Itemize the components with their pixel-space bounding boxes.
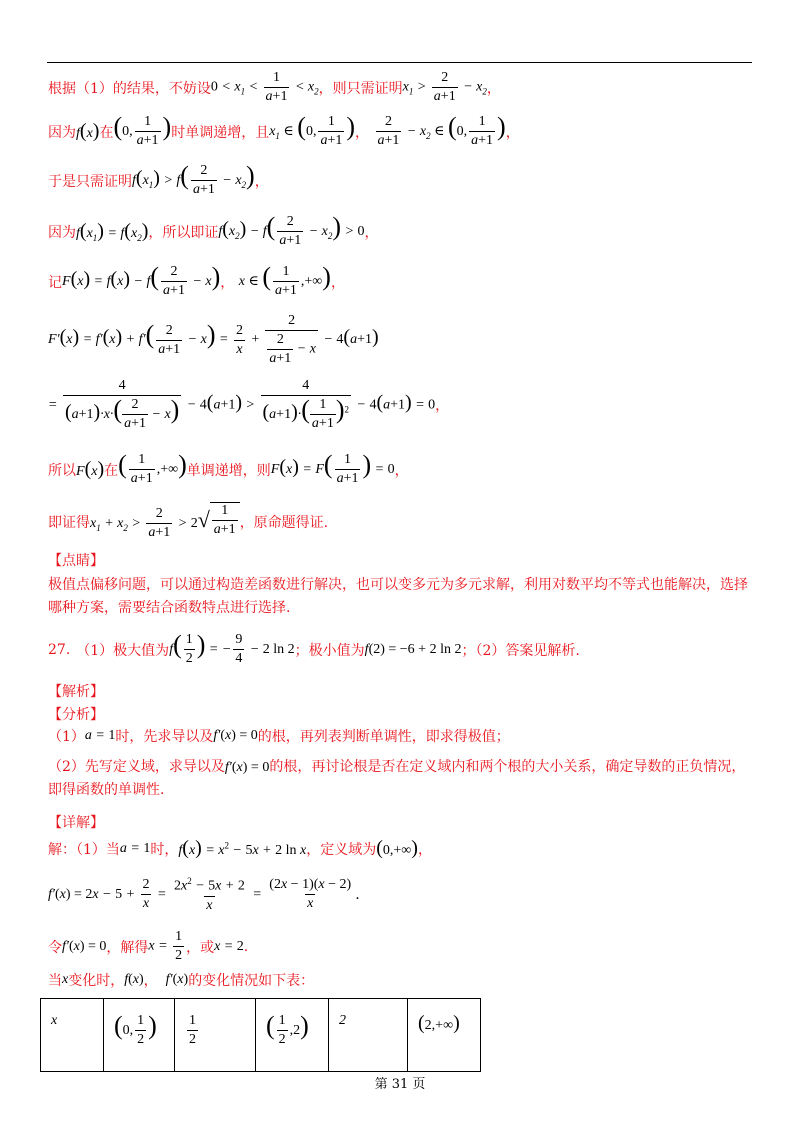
page-number: 第 31 页 (374, 1077, 426, 1092)
xiangjie-step-2: f′(x) = 2x − 5 + $\frac{2}{x}$ = $\frac{2x^2 - 5x + 2}{x}$ = $\frac{(2x - 1)(x - 2)}{x}$ . (48, 876, 360, 913)
dianjing-text: 极值点偏移问题，可以通过构造差函数进行解决，也可以变多元为多元求解，利用对数平均不等式也能解决，选择哪种方案，需要结合函数特点进行选择. (48, 577, 748, 616)
xiangjie-heading: 【详解】 (48, 815, 104, 831)
table-cell: (0, $\frac{1}{2}$ ) (104, 999, 175, 1072)
proof-line-9: 即证得 $x_1 + x_2$ > $\frac{2}{a+1}$ > 2 √ $\frac{1}{a+1}$ ，原命题得证. (48, 503, 329, 541)
table-cell: $\frac{1}{2}$ (175, 999, 256, 1072)
fenxi-p1: （1） a = 1 时，先求导以及 f′(x) = 0 的根，再列表判断单调性，即求得极值； (48, 728, 510, 745)
dianjing-heading: 【点睛】 (48, 553, 104, 569)
table-row (41, 999, 481, 1072)
fenxi-p2: （2）先写定义域，求导以及f′(x) = 0的根，再讨论根是否在定义域内和两个根的大小关系，确定导数的正负情况，即得函数的单调性. (48, 759, 746, 798)
proof-line-6: F′(x) = f′(x) + f′( $\frac{2}{a+1}$ − x) = $\frac{2}{x}$ + 2 $\frac{2}{a+1}$ − x − 4(a+1) (48, 313, 379, 366)
proof-line-1: 根据（1）的结果，不妨设 $0 < x_1$ < $\frac{1}{a+1}$ < $x_2$ ，则只需证明 $x_1$ > $\frac{2}{a+1}$ − $x_2$ ， (48, 70, 501, 104)
table-cell: (2,+∞) (408, 999, 481, 1072)
fenxi-heading: 【分析】 (48, 707, 104, 723)
proof-line-3: 于是只需证明 $f(x_1) > f$( $\frac{2}{a+1}$ − $x_2$) ， (48, 161, 269, 198)
table-cell: ( $\frac{1}{2}$ ,2) (256, 999, 329, 1072)
xiangjie-step-3: 令 f′(x) = 0 ，解得 x = $\frac{1}{2}$ ，或 x = 2 . (48, 929, 249, 963)
variation-table (40, 998, 481, 1072)
table-cell: 2 (329, 999, 408, 1072)
proof-line-8: 所以 F(x) 在 ( $\frac{1}{a+1}$ ,+∞) 单调递增，则 F(x) = F( $\frac{1}{a+1}$ ) = 0 ， (48, 450, 409, 487)
table-cell: x (41, 999, 104, 1072)
proof-line-2: 因为 f(x) 在 (0, $\frac{1}{a+1}$ ) 时单调递增，且 $x_1$ ∈ (0, $\frac{1}{a+1}$ ) ， $\frac{2}{a+1}$ − $x_2$ ∈ (0, $\frac{1}{a+1}$ ) ， (48, 112, 520, 149)
xiangjie-step-4: 当 x 变化时， f(x) ， f′(x) 的变化情况如下表： (48, 972, 315, 989)
proof-line-7: = 4 (a+1)·x·( $\frac{2}{a+1}$ − x) − 4(a+1) > 4 (a+1)·( $\frac{1}{a+1}$ )$^2$ − 4(a+1) = 0 ， (48, 378, 450, 432)
xiangjie-step-1: 解：（1）当 a = 1 时， $f(x) = x^2 - 5x + 2$ ln x ，定义域为 (0,+∞) ， (48, 837, 432, 859)
proof-line-5: 记 F(x) = f(x) − f( $\frac{2}{a+1}$ − x) ， x ∈ ( $\frac{1}{a+1}$ ,+∞) ， (48, 262, 345, 299)
jiexi-heading: 【解析】 (48, 684, 104, 700)
proof-line-4: 因为 $f(x_1) = f(x_2)$ ，所以即证 $f(x_2) - f$( $\frac{2}{a+1}$ − $x_2) > 0$ ， (48, 212, 379, 249)
q27-answer: 27. （1）极大值为 f( $\frac{1}{2}$ ) = − $\frac{9}{4}$ − 2 ln 2 ；极小值为 f(2) = −6 + 2 ln 2 ；（2）答案见解析. (48, 630, 580, 667)
header-rule (47, 62, 752, 63)
